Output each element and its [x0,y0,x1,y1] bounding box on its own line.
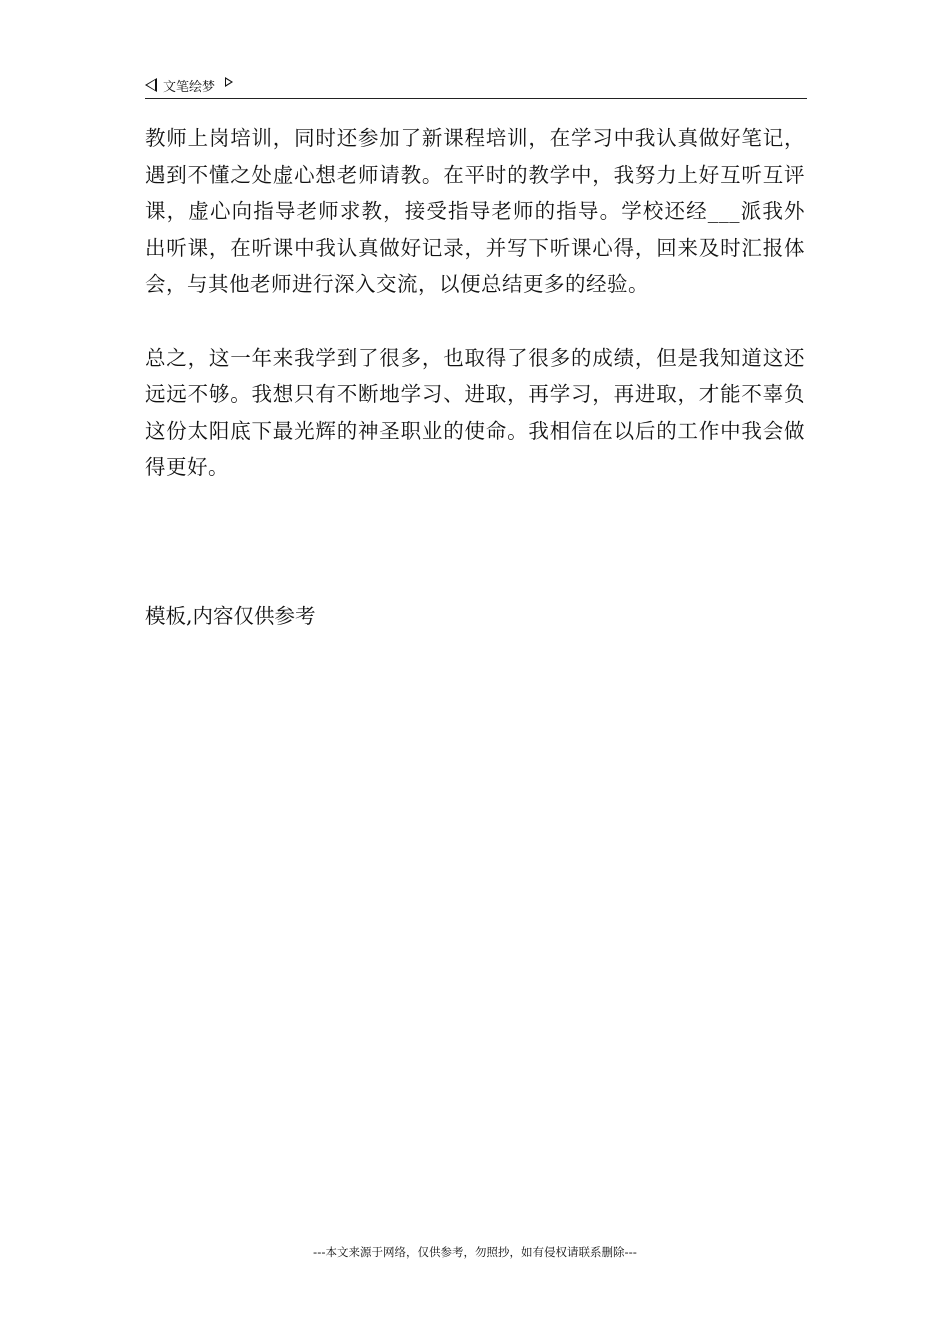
paragraph-1: 教师上岗培训，同时还参加了新课程培训，在学习中我认真做好笔记，遇到不懂之处虚心想老师请教。在平时的教学中，我努力上好互听互评课，虚心向指导老师求教，接受指导老师的指导。学校还经___派我外出听课，在听课中我认真做好记录，并写下听课心得，回来及时汇报体会，与其他老师进行深入交流，以便总结更多的经验。 [145,126,805,297]
footer-notice: ---本文来源于网络，仅供参考，勿照抄，如有侵权请联系删除--- [313,1245,637,1259]
page-header [145,74,807,99]
template-note: 模板,内容仅供参考 [145,604,316,628]
triangle-right-icon [225,77,233,87]
header-title: 文笔绘梦 [163,79,216,95]
document-body [145,120,805,486]
paragraph-2: 总之，这一年来我学到了很多，也取得了很多的成绩，但是我知道这还远远不够。我想只有不断地学习、进取，再学习，再进取，才能不辜负这份太阳底下最光辉的神圣职业的使命。我相信在以后的工作中我会做得更好。 [145,345,805,480]
header-brand [145,74,233,96]
triangle-left-icon [145,78,157,92]
